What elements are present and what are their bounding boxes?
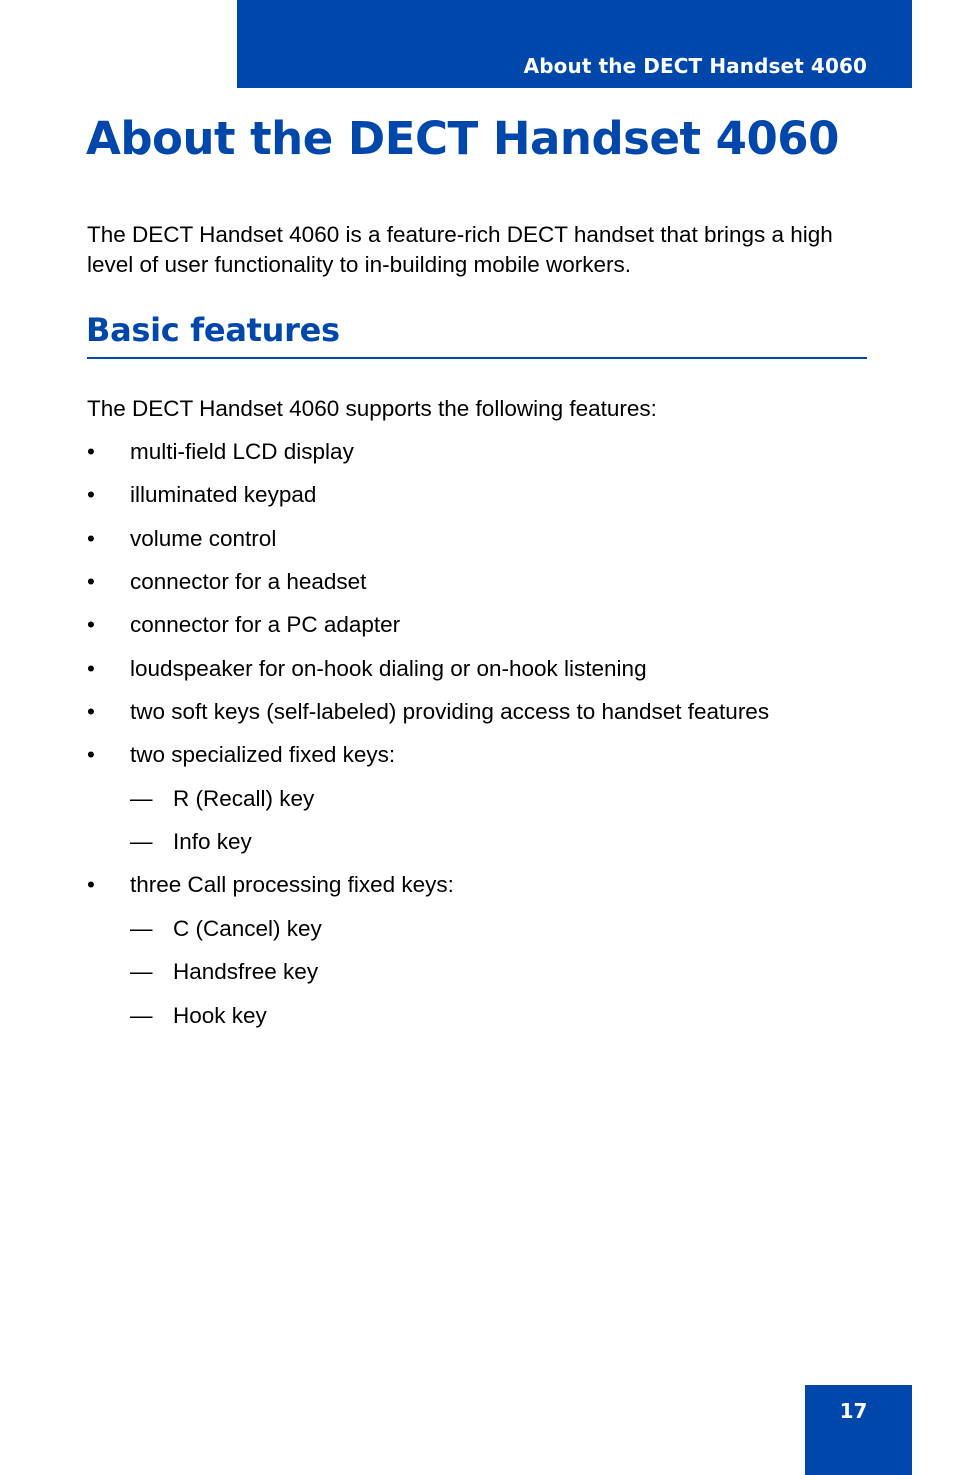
page-title: About the DECT Handset 4060 bbox=[86, 112, 839, 165]
bullet-marker: • bbox=[87, 742, 95, 767]
feature-text: connector for a PC adapter bbox=[130, 612, 401, 637]
bullet-marker: • bbox=[87, 439, 95, 464]
page-number-box bbox=[805, 1385, 912, 1475]
dash-marker: — bbox=[130, 829, 153, 854]
feature-text: two specialized fixed keys: bbox=[130, 742, 396, 767]
intro-paragraph: The DECT Handset 4060 is a feature-rich DECT handset that brings a high level of user functionality to in-building mobile workers. bbox=[87, 222, 833, 277]
bullet-marker: • bbox=[87, 699, 95, 724]
features-lead: The DECT Handset 4060 supports the following features: bbox=[87, 396, 657, 421]
bullet-marker: • bbox=[87, 612, 95, 637]
bullet-marker: • bbox=[87, 872, 95, 897]
bullet-marker: • bbox=[87, 569, 95, 594]
section-divider bbox=[87, 357, 867, 359]
dash-marker: — bbox=[130, 916, 153, 941]
key-text: Hook key bbox=[173, 1003, 267, 1028]
key-text: C (Cancel) key bbox=[173, 916, 322, 941]
feature-text: illuminated keypad bbox=[130, 482, 317, 507]
key-text: Handsfree key bbox=[173, 959, 319, 984]
feature-text: three Call processing fixed keys: bbox=[130, 872, 454, 897]
bullet-marker: • bbox=[87, 526, 95, 551]
bullet-marker: • bbox=[87, 482, 95, 507]
running-header-title: About the DECT Handset 4060 bbox=[523, 54, 867, 78]
section-heading: Basic features bbox=[86, 311, 340, 349]
key-text: Info key bbox=[173, 829, 252, 854]
page-number: 17 bbox=[839, 1399, 868, 1423]
dash-marker: — bbox=[130, 959, 153, 984]
feature-text: multi-field LCD display bbox=[130, 439, 354, 464]
header-bar bbox=[237, 0, 912, 88]
feature-text: loudspeaker for on-hook dialing or on-hook listening bbox=[130, 656, 647, 681]
key-text: R (Recall) key bbox=[173, 786, 315, 811]
feature-text: connector for a headset bbox=[130, 569, 367, 594]
feature-text: volume control bbox=[130, 526, 277, 551]
dash-marker: — bbox=[130, 786, 153, 811]
bullet-marker: • bbox=[87, 656, 95, 681]
dash-marker: — bbox=[130, 1003, 153, 1028]
feature-text: two soft keys (self-labeled) providing access to handset features bbox=[130, 699, 770, 724]
